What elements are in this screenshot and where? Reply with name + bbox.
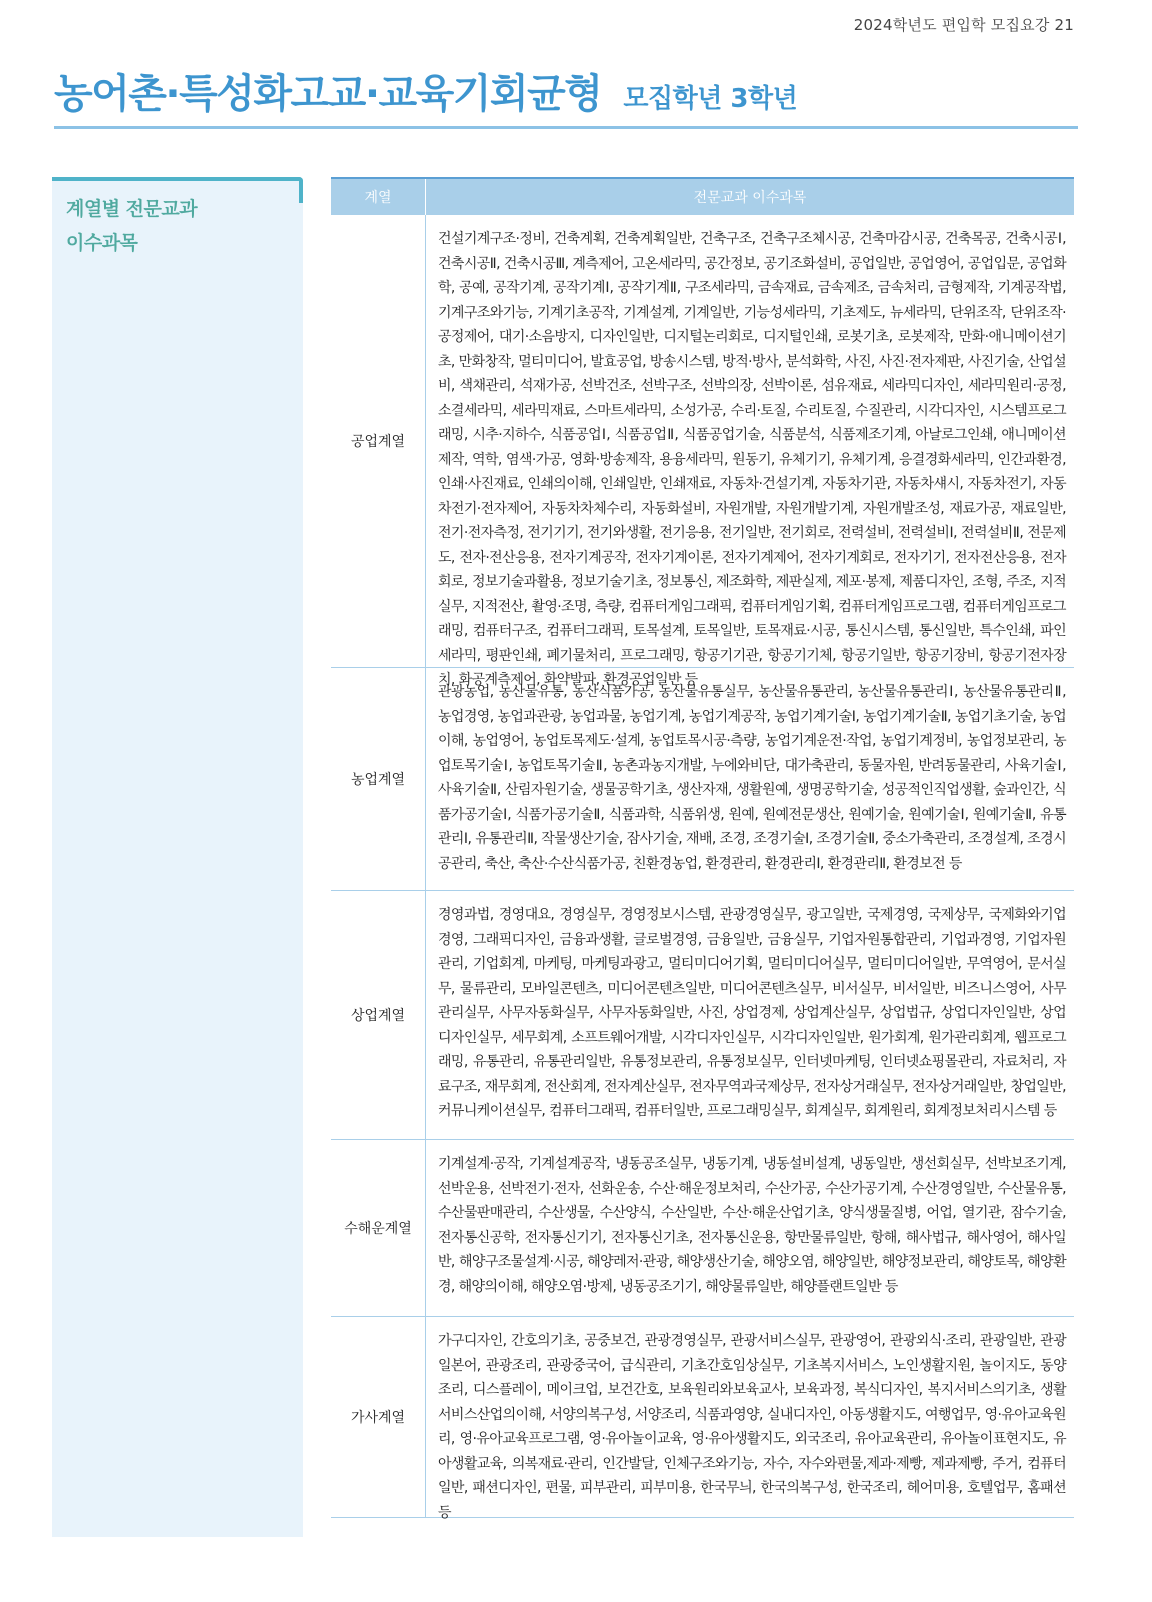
row-content: 관광농업, 농산물유통, 농산식품가공, 농산물유통실무, 농산물유통관리, 농산물유통관리Ⅰ, 농산물유통관리Ⅱ, 농업경영, 농업과관광, 농업과물, 농업기계, 농업기계공작, 농업기계기술Ⅰ, 농업기계기술Ⅱ, 농업기초기술, 농업이해, 농업영어, 농업토목제도·설계, 농업토목시공·측량, 농업기계운전·작업, 농업기계정비, 농업정보관리, 농업토목기술Ⅰ, 농업토목기술Ⅱ, 농촌과농지개발, 누에와비단, 대가축관리, 동물자원, 반려동물관리, 사육기술Ⅰ, 사육기술Ⅱ, 산림자원기술, 생물공학기초, 생산자재, 생활원예, 생명공학기술, 성공적인직업생활, 숲과인간, 식품가공기술Ⅰ, 식품가공기술Ⅱ, 식품과학, 식품위생, 원예, 원예전문생산, 원예기술, 원예기술Ⅰ, 원예기술Ⅱ, 유통관리Ⅰ, 유통관리Ⅱ, 작물생산기술, 잠사기술, 재배, 조경, 조경기술Ⅰ, 조경기술Ⅱ, 중소가축관리, 조경설계, 조경시공관리, 축산, 축산·수산식품가공, 친환경농업, 환경관리, 환경관리Ⅰ, 환경관리Ⅱ, 환경보전 등	[425, 668, 1074, 890]
row-content: 가구디자인, 간호의기초, 공중보건, 관광경영실무, 관광서비스실무, 관광영어, 관광외식·조리, 관광일반, 관광일본어, 관광조리, 관광중국어, 급식관리, 기초간호임상실무, 기초복지서비스, 노인생활지원, 놀이지도, 동양조리, 디스플레이, 메이크업, 보건간호, 보육원리와보육교사, 보육과정, 복식디자인, 복지서비스의기초, 생활서비스산업의이해, 서양의복구성, 서양조리, 식품과영양, 실내디자인, 아동생활지도, 여행업무, 영·유아교육원리, 영·유아교육프로그램, 영·유아놀이교육, 영·유아생활지도, 외국조리, 유아교육관리, 유아놀이표현지도, 유아생활교육, 의복재료·관리, 인간발달, 인체구조와기능, 자수, 자수와편물,제과·제빵, 제과제빵, 주거, 컴퓨터일반, 패션디자인, 편물, 피부관리, 피부미용, 한국무늬, 한국의복구성, 한국조리, 헤어미용, 호텔업무, 홈패션 등	[425, 1317, 1074, 1517]
table-row-commerce	[331, 891, 1074, 1140]
page-subtitle: 모집학년 3학년	[623, 84, 798, 114]
row-content: 기계설계·공작, 기계설계공작, 냉동공조실무, 냉동기계, 냉동설비설계, 냉동일반, 생선회실무, 선박보조기계, 선박운용, 선박전기·전자, 선화운송, 수산·해운정보처리, 수산가공, 수산가공기계, 수산경영일반, 수산물유통, 수산물판매관리, 수산생물, 수산양식, 수산일반, 수산·해운산업기초, 양식생물질병, 어업, 열기관, 잠수기술, 전자통신공학, 전자통신기기, 전자통신기초, 전자통신운용, 항만물류일반, 항해, 해사법규, 해사영어, 해사일반, 해양구조물설계·시공, 해양레저·관광, 해양생산기술, 해양오염, 해양일반, 해양정보관리, 해양토목, 해양환경, 해양의이해, 해양오염·방제, 냉동공조기기, 해양물류일반, 해양플랜트일반 등	[425, 1140, 1074, 1316]
header-category: 계열	[364, 190, 392, 206]
sidebar-heading	[66, 192, 197, 260]
row-category: 수해운계열	[344, 1221, 412, 1237]
course-table	[331, 177, 1074, 1521]
page-title: 농어촌·특성화고교·교육기회균형	[54, 71, 602, 117]
page-title-row	[54, 62, 797, 119]
sidebar-heading-line2: 이수과목	[66, 232, 138, 254]
title-divider	[54, 126, 1078, 129]
page-header-label: 2024학년도 편입학 모집요강 21	[853, 16, 1074, 34]
sidebar-heading-line1: 계열별 전문교과	[66, 198, 198, 220]
row-category: 농업계열	[350, 772, 406, 788]
table-header	[331, 177, 1074, 215]
table-row-agriculture	[331, 668, 1074, 891]
row-content: 경영과법, 경영대요, 경영실무, 경영정보시스템, 관광경영실무, 광고일반, 국제경영, 국제상무, 국제화와기업경영, 그래픽디자인, 금융과생활, 글로벌경영, 금융일반, 금융실무, 기업자원통합관리, 기업과경영, 기업자원관리, 기업회계, 마케팅, 마케팅과광고, 멀티미디어기획, 멀티미디어실무, 멀티미디어일반, 무역영어, 문서실무, 물류관리, 모바일콘텐츠, 미디어콘텐츠일반, 미디어콘텐츠실무, 비서실무, 비서일반, 비즈니스영어, 사무관리실무, 사무자동화실무, 사무자동화일반, 사진, 상업경제, 상업계산실무, 상업법규, 상업디자인일반, 상업디자인실무, 세무회계, 소프트웨어개발, 시각디자인실무, 시각디자인일반, 원가회계, 원가관리회계, 웹프로그래밍, 유통관리, 유통관리일반, 유통정보관리, 유통정보실무, 인터넷마케팅, 인터넷쇼핑몰관리, 자료처리, 자료구조, 재무회계, 전산회계, 전자계산실무, 전자무역과국제상무, 전자상거래실무, 전자상거래일반, 창업일반, 커뮤니케이션실무, 컴퓨터그래픽, 컴퓨터일반, 프로그래밍실무, 회계실무, 회계원리, 회계정보처리시스템 등	[425, 891, 1074, 1139]
sidebar-panel	[52, 177, 303, 1537]
row-category: 상업계열	[350, 1008, 406, 1024]
row-content: 건설기계구조·정비, 건축계획, 건축계획일반, 건축구조, 건축구조체시공, 건축마감시공, 건축목공, 건축시공Ⅰ, 건축시공Ⅱ, 건축시공Ⅲ, 계측제어, 고온세라믹, 공간정보, 공기조화설비, 공업일반, 공업영어, 공업입문, 공업화학, 공예, 공작기계, 공작기계Ⅰ, 공작기계Ⅱ, 구조세라믹, 금속재료, 금속제조, 금속처리, 금형제작, 기계공작법, 기계구조와기능, 기계기초공작, 기계설계, 기계일반, 기능성세라믹, 기초제도, 뉴세라믹, 단위조작, 단위조작·공정제어, 대기·소음방지, 디자인일반, 디지털논리회로, 디지털인쇄, 로봇기초, 로봇제작, 만화·애니메이션기초, 만화창작, 멀티미디어, 발효공업, 방송시스템, 방적·방사, 분석화학, 사진, 사진·전자제판, 사진기술, 산업설비, 색채관리, 석재가공, 선박건조, 선박구조, 선박의장, 선박이론, 섬유재료, 세라믹디자인, 세라믹원리·공정, 소결세라믹, 세라믹재료, 스마트세라믹, 소성가공, 수리·토질, 수리토질, 수질관리, 시각디자인, 시스템프로그래밍, 시추·지하수, 식품공업Ⅰ, 식품공업Ⅱ, 식품공업기술, 식품분석, 식품제조기계, 아날로그인쇄, 애니메이션제작, 역학, 염색·가공, 영화·방송제작, 용융세라믹, 원동기, 유체기기, 유체기계, 응결경화세라믹, 인간과환경, 인쇄·사진재료, 인쇄의이해, 인쇄일반, 인쇄재료, 자동차·건설기계, 자동차기관, 자동차섀시, 자동차전기, 자동차전기·전자제어, 자동차차체수리, 자동화설비, 자원개발, 자원개발기계, 자원개발조성, 재료가공, 재료일반, 전기·전자측정, 전기기기, 전기와생활, 전기응용, 전기일반, 전기회로, 전력설비, 전력설비Ⅰ, 전력설비Ⅱ, 전문제도, 전자·전산응용, 전자기계공작, 전자기계이론, 전자기계제어, 전자기계회로, 전자기기, 전자전산응용, 전자회로, 정보기술과활용, 정보기술기초, 정보통신, 제조화학, 제판실제, 제포·봉제, 제품디자인, 조형, 주조, 지적실무, 지적전산, 촬영·조명, 측량, 컴퓨터게임그래픽, 컴퓨터게임기획, 컴퓨터게임프로그램, 컴퓨터게임프로그래밍, 컴퓨터구조, 컴퓨터그래픽, 토목설계, 토목일반, 토목재료·시공, 통신시스템, 통신일반, 특수인쇄, 파인세라믹, 평판인쇄, 폐기물처리, 프로그래밍, 항공기기관, 항공기기체, 항공기일반, 항공기장비, 항공기전자장치, 화공계측제어, 화약발파, 환경공업일반 등	[425, 215, 1074, 667]
row-category: 가사계열	[350, 1410, 406, 1426]
table-row-engineering	[331, 215, 1074, 688]
table-row-fisheries-marine	[331, 1140, 1074, 1317]
row-category: 공업계열	[350, 434, 406, 450]
sidebar-accent-corner	[299, 177, 303, 203]
sidebar-accent-line	[52, 177, 303, 181]
table-row-home-economics	[331, 1317, 1074, 1521]
header-content: 전문교과 이수과목	[425, 179, 1074, 215]
